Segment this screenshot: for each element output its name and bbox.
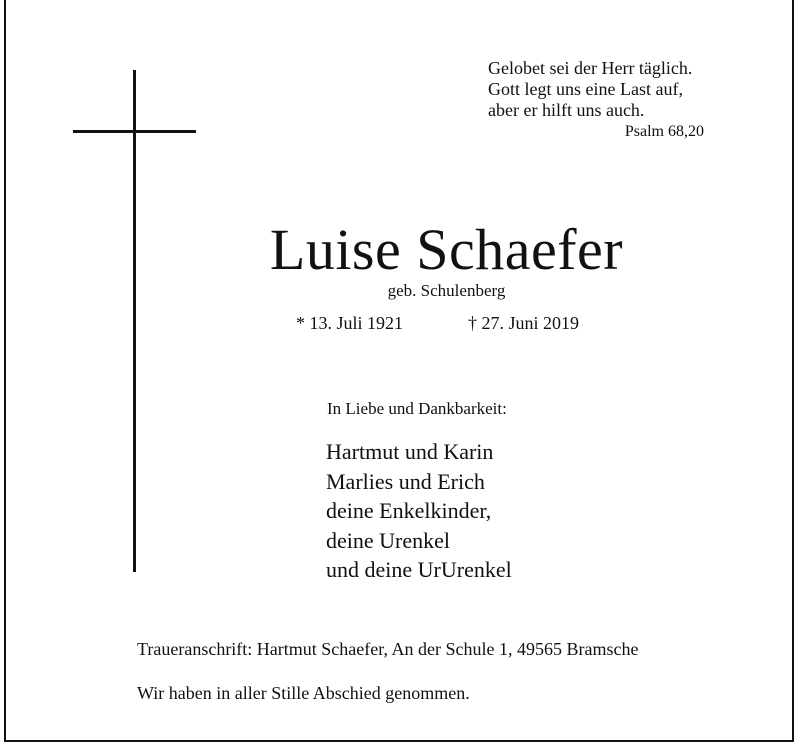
verse-line: Gelobet sei der Herr täglich. [488,58,693,78]
mourner-line: deine Urenkel [326,527,450,553]
maiden-name: geb. Schulenberg [387,281,506,300]
verse-source: Psalm 68,20 [624,123,704,140]
cross-horizontal-bar [73,130,196,133]
verse-line: Gott legt uns eine Last auf, [488,79,683,99]
bible-verse [488,58,718,142]
mourners-list [326,437,512,585]
verse-line: aber er hilft uns auch. [488,100,645,120]
mourner-line: Marlies und Erich [326,468,485,494]
cross-vertical-bar [133,70,136,572]
mourner-line: Hartmut und Karin [326,439,494,464]
mourner-line: deine Enkelkinder, [326,498,492,523]
farewell-note: Wir haben in aller Stille Abschied genommen. [137,683,470,703]
deceased-name: Luise Schaefer [269,217,624,282]
mourners-intro: In Liebe und Dankbarkeit: [327,399,507,418]
death-date: † 27. Juni 2019 [468,313,580,333]
mourner-line: und deine UrUrenkel [326,557,512,582]
birth-date: * 13. Juli 1921 [296,313,404,333]
mourning-address: Traueranschrift: Hartmut Schaefer, An der Schule 1, 49565 Bramsche [137,639,639,659]
